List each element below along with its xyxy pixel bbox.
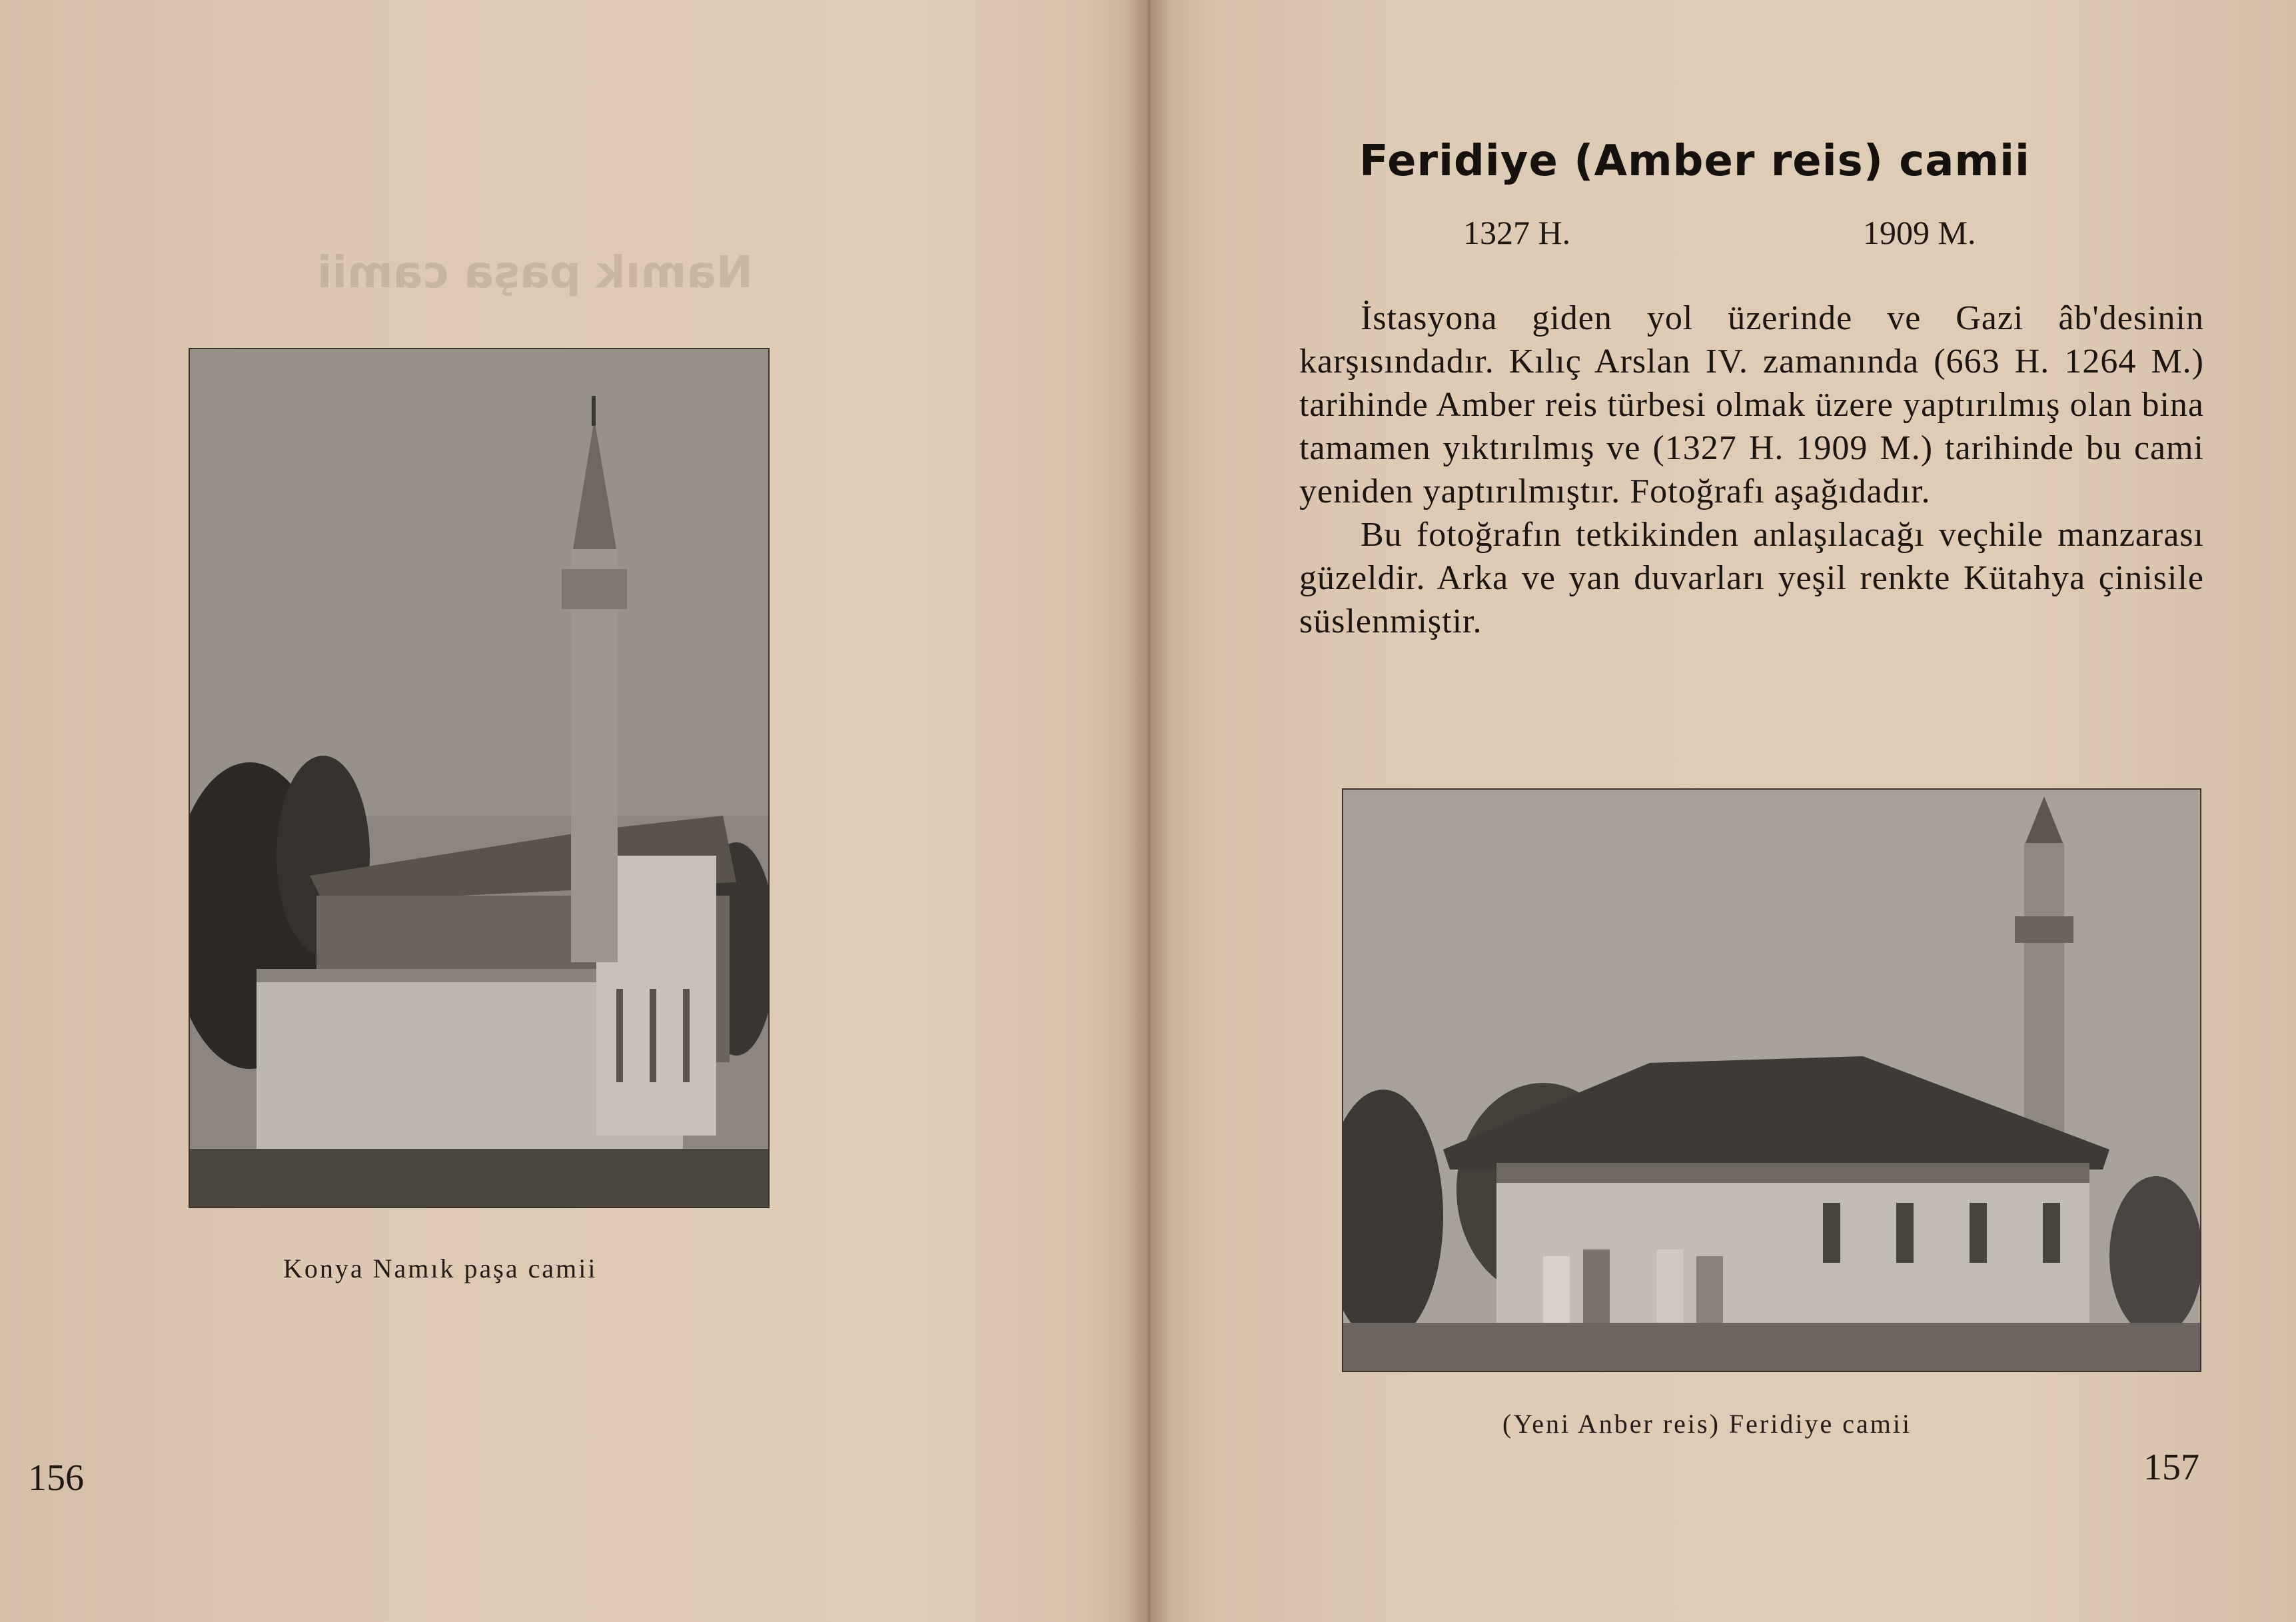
mosque-with-minaret-illustration: [1343, 790, 2200, 1371]
right-page-number: 157: [2143, 1447, 2199, 1488]
left-page-number: 156: [28, 1457, 84, 1499]
date-miladi: 1909 M.: [1863, 214, 1976, 251]
date-hijri: 1327 H.: [1463, 214, 1571, 251]
article-title: Feridiye (Amber reis) camii: [1359, 137, 2030, 186]
mosque-with-minaret-illustration: [190, 349, 768, 1207]
article-body: [1299, 297, 2204, 643]
body-paragraph-1: İstasyona giden yol üzerinde ve Gazi âb'desinin karşısındadır. Kılıç Arslan IV. zamanında (663 H. 1264 M.) tarihinde Amber reis türbesi olmak üzere yaptırılmış olan bina tamamen yıktırılmış ve (1327 H. 1909 M.) tarihinde bu cami yeniden yaptırılmıştır. Fotoğrafı aşağıdadır.: [1299, 299, 2204, 510]
bleed-through-heading: Namık paşa camii: [316, 247, 753, 298]
left-photo-caption: Konya Namık paşa camii: [283, 1253, 598, 1283]
feridiye-mosque-photo: [1342, 788, 2201, 1372]
body-paragraph-2: Bu fotoğrafın tetkikinden anlaşılacağı veçhile manzarası güzeldir. Arka ve yan duvarları yeşil renkte Kütahya çinisile süslenmiştir.: [1299, 516, 2204, 640]
right-photo-caption: (Yeni Anber reis) Feridiye camii: [1502, 1409, 1912, 1439]
namik-pasa-mosque-photo: [189, 348, 770, 1208]
